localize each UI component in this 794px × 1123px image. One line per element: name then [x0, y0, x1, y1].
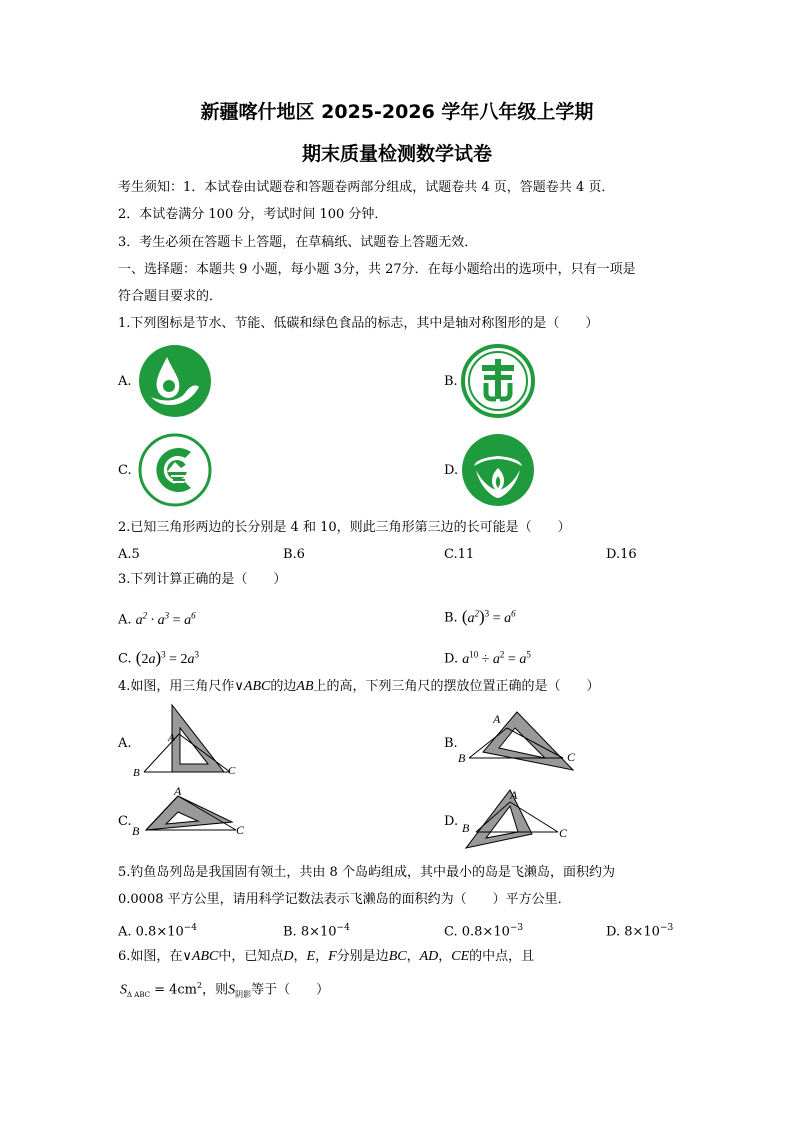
vertex-a-label: A	[493, 712, 501, 726]
q4-stem-part: 4.如图，用三角尺作	[118, 679, 235, 694]
q5-option-c-exp: −3	[509, 923, 524, 933]
q3-option-d-formula: $a^{10} \div a^2 = a^5$	[462, 649, 531, 667]
q3-stem: 3.下列计算正确的是（ ）	[118, 572, 287, 587]
q3-option-b-label: B.	[444, 610, 458, 626]
q1-option-c-label: C.	[118, 463, 132, 478]
q4-option-c-label: C.	[118, 814, 132, 829]
area-symbol: S	[120, 982, 127, 998]
q6-point-e: E	[306, 949, 316, 964]
q6-ad: AD	[419, 949, 439, 964]
q1-option-a-label: A.	[118, 374, 132, 389]
vertex-a-label: A	[174, 784, 182, 798]
area-subscript: Δ ABC	[127, 990, 150, 999]
vertex-b-label: B	[462, 821, 470, 835]
q5-stem-line-1: 5.钓鱼岛列岛是我国固有领土，共由 8 个岛屿组成，其中最小的岛是飞濑岛，面积约为	[118, 865, 615, 880]
area-symbol: S	[228, 982, 236, 998]
triangle-symbol-icon: ∨	[182, 949, 192, 964]
notice-line-3: 3．考生必须在答题卡上答题，在草稿纸、试题卷上答题无效．	[118, 235, 478, 250]
q3-option-a-formula: $a^2 \cdot a^3 = a^6$	[135, 610, 196, 628]
q5-option-a-text: A. 0.8×10	[118, 924, 184, 940]
q4-option-b-label: B.	[444, 736, 458, 751]
q6-text: 分别是边	[336, 949, 389, 964]
q4-stem-ab: AB	[296, 679, 314, 694]
q3-option-c	[118, 646, 199, 668]
q4-option-d-label: D.	[444, 814, 459, 829]
q2-option-d: D.16	[606, 547, 637, 562]
vertex-b-label: B	[133, 767, 140, 779]
q3-option-d-label: D.	[444, 651, 459, 667]
notice-line-1: 考生须知：1．本试卷由试题卷和答题卷两部分组成，试题卷共 4 页，答题卷共 4 页．	[118, 180, 615, 195]
q6-point-f: F	[328, 949, 337, 964]
q1-stem: 1.下列图标是节水、节能、低碳和绿色食品的标志，其中是轴对称图形的是（ ）	[118, 316, 599, 331]
q4-figure-c	[130, 786, 255, 841]
section-heading-cont: 符合题目要求的．	[118, 289, 223, 304]
q6-text: 6.如图，在	[118, 949, 183, 964]
vertex-a-label: A	[510, 788, 518, 802]
triangle-symbol-icon: ∨	[234, 679, 244, 694]
q6-text: ，	[315, 949, 329, 964]
q5-option-d	[606, 920, 673, 940]
vertex-a-label: A	[168, 732, 175, 744]
vertex-c-label: C	[567, 750, 576, 764]
page-title: 新疆喀什地区 2025-2026 学年八年级上学期	[200, 101, 594, 123]
q6-stem-line-2	[120, 978, 329, 1003]
vertex-c-label: C	[236, 823, 245, 837]
q1-option-d-label: D.	[444, 463, 459, 478]
q3-option-b-formula: $(a^2)^3 = a^6$	[461, 606, 516, 626]
area-subscript: 阴影	[235, 989, 252, 999]
page-subtitle: 期末质量检测数学试卷	[301, 143, 492, 165]
q4-option-a-label: A.	[118, 736, 132, 751]
vertex-b-label: B	[458, 751, 466, 765]
q6-text: ，	[293, 949, 307, 964]
vertex-c-label: C	[228, 765, 236, 777]
q6-text: ，	[438, 949, 452, 964]
q5-option-d-text: D. 8×10	[606, 924, 660, 940]
water-saving-logo-icon	[137, 343, 213, 419]
low-carbon-logo-icon	[137, 432, 213, 508]
q4-figure-b	[455, 710, 585, 775]
vertex-c-label: C	[559, 826, 568, 840]
q4-stem-part: 的边	[270, 679, 297, 694]
q6-text: ，	[406, 949, 420, 964]
section-heading: 一、选择题：本题共 9 小题，每小题 3分，共 27分．在每小题给出的选项中，只有一项是	[118, 262, 636, 277]
q6-text: 中，已知点	[218, 949, 284, 964]
q2-stem: 2.已知三角形两边的长分别是 4 和 10，则此三角形第三边的长可能是（ ）	[118, 520, 571, 535]
q5-option-b	[283, 920, 350, 940]
q1-option-b-label: B.	[444, 374, 458, 389]
q4-stem	[118, 679, 600, 695]
q3-option-c-formula: $(2a)^3 = 2a^3$	[135, 647, 200, 667]
q5-option-c	[444, 920, 523, 940]
q6-text: 2	[197, 981, 203, 990]
q6-abc: ABC	[191, 949, 219, 964]
vertex-b-label: B	[132, 824, 140, 838]
q6-text: = 4cm	[149, 982, 198, 998]
q5-option-b-text: B. 8×10	[283, 924, 337, 940]
q6-text: 等于（ ）	[251, 982, 330, 998]
q4-figure-d	[458, 786, 583, 851]
q2-option-a: A.5	[118, 547, 140, 562]
q5-option-a	[118, 920, 197, 940]
q3-option-a	[118, 607, 196, 629]
q3-option-b	[444, 605, 516, 627]
green-food-logo-icon	[460, 432, 536, 508]
q6-stem-line-1	[118, 949, 534, 965]
q6-text: ，则	[202, 982, 229, 998]
q6-point-d: D	[283, 949, 294, 964]
q5-stem-line-2: 0.0008 平方公里，请用科学记数法表示飞濑岛的面积约为（ ）平方公里．	[118, 892, 571, 907]
q2-option-c: C.11	[444, 547, 475, 562]
q5-option-d-exp: −3	[659, 923, 674, 933]
q3-option-a-label: A.	[118, 612, 132, 628]
q4-figure-a	[130, 702, 250, 782]
q3-option-c-label: C.	[118, 651, 132, 667]
q3-option-d	[444, 646, 531, 668]
q5-option-a-exp: −4	[183, 923, 198, 933]
q5-option-b-exp: −4	[336, 923, 350, 933]
notice-line-2: 2．本试卷满分 100 分，考试时间 100 分钟．	[118, 207, 388, 222]
q5-option-c-text: C. 0.8×10	[444, 924, 510, 940]
q2-option-b: B.6	[283, 547, 305, 562]
q4-stem-abc: ABC	[243, 679, 271, 694]
q6-text: 的中点，且	[469, 949, 535, 964]
energy-saving-logo-icon	[460, 343, 536, 419]
q6-bc: BC	[388, 949, 407, 964]
q4-stem-part: 上的高，下列三角尺的摆放位置正确的是（ ）	[313, 679, 600, 694]
q6-ce: CE	[451, 949, 470, 964]
